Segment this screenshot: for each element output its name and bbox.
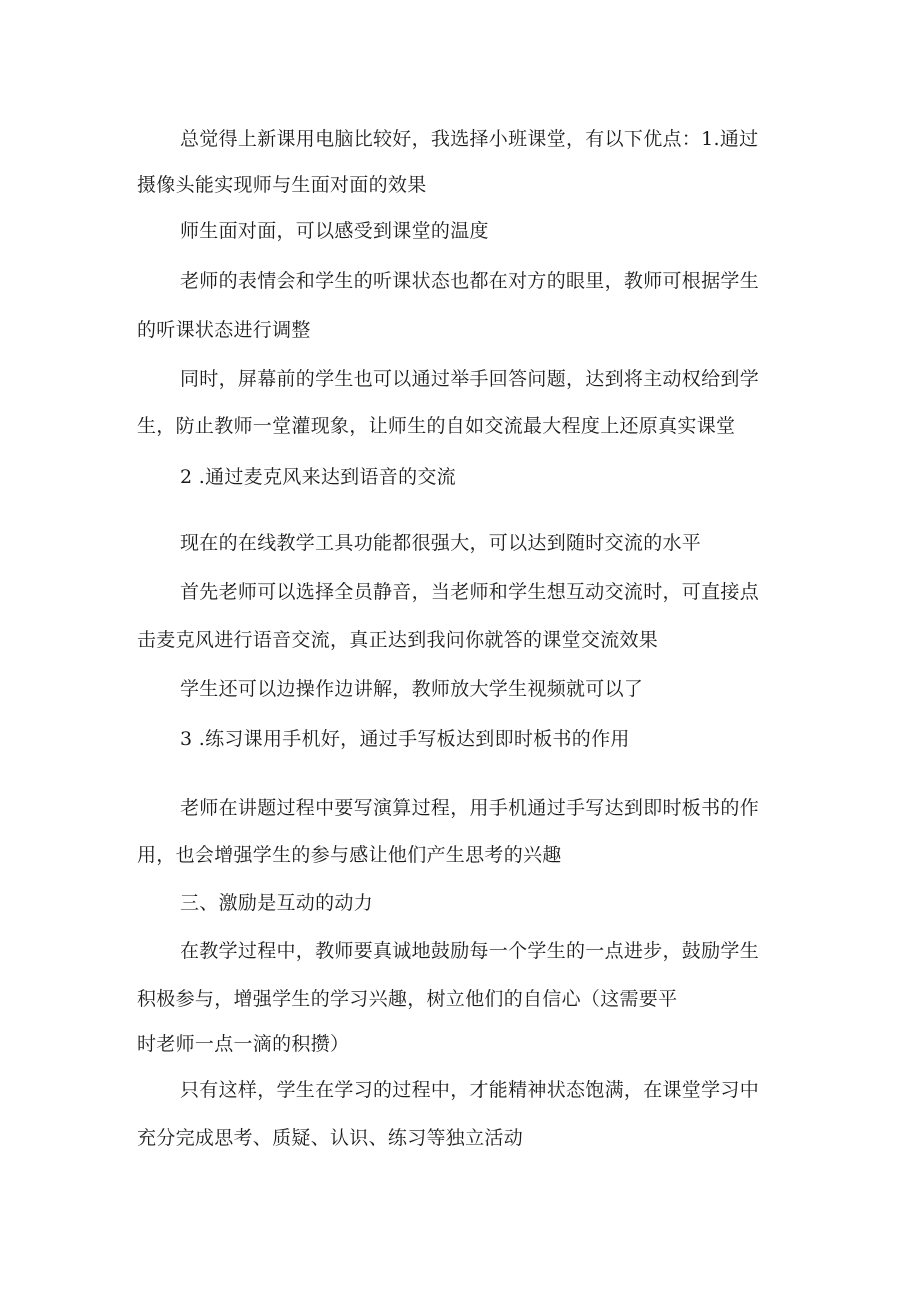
- paragraph-line: 学生还可以边操作边讲解，教师放大学生视频就可以了: [180, 678, 644, 700]
- paragraph-line: 充分完成思考、质疑、认识、练习等独立活动: [137, 1127, 524, 1149]
- paragraph-line: 积极参与，增强学生的学习兴趣，树立他们的自信心（这需要平: [137, 988, 678, 1010]
- section-heading: 三、激励是互动的动力: [180, 892, 374, 914]
- paragraph-line: 用，也会增强学生的参与感让他们产生思考的兴趣: [137, 844, 562, 866]
- paragraph-line: 只有这样，学生在学习的过程中，才能精神状态饱满，在课堂学习中: [180, 1079, 760, 1101]
- paragraph-line: 的听课状态进行调整: [137, 319, 311, 341]
- paragraph-line: 生，防止教师一堂灌现象，让师生的自如交流最大程度上还原真实课堂: [137, 415, 736, 437]
- paragraph-line: 总觉得上新课用电脑比较好，我选择小班课堂，有以下优点：1.通过: [180, 128, 759, 150]
- paragraph-line: 现在的在线教学工具功能都很强大，可以达到随时交流的水平: [180, 532, 702, 554]
- paragraph-line: 首先老师可以选择全员静音，当老师和学生想互动交流时，可直接点: [180, 581, 760, 603]
- paragraph-line: 老师的表情会和学生的听课状态也都在对方的眼里，教师可根据学生: [180, 270, 760, 292]
- paragraph-line: 击麦克风进行语音交流，真正达到我问你就答的课堂交流效果: [137, 629, 659, 651]
- numbered-heading: 2 .通过麦克风来达到语音的交流: [180, 466, 456, 488]
- paragraph-line: 同时，屏幕前的学生也可以通过举手回答问题，达到将主动权给到学: [180, 368, 760, 390]
- paragraph-line: 老师在讲题过程中要写演算过程，用手机通过手写达到即时板书的作: [180, 797, 760, 819]
- paragraph-line: 时老师一点一滴的积攒）: [137, 1033, 350, 1055]
- numbered-heading: 3 .练习课用手机好，通过手写板达到即时板书的作用: [180, 728, 630, 750]
- paragraph-line: 摄像头能实现师与生面对面的效果: [137, 174, 427, 196]
- paragraph-line: 师生面对面，可以感受到课堂的温度: [180, 220, 489, 242]
- paragraph-line: 在教学过程中，教师要真诚地鼓励每一个学生的一点进步，鼓励学生: [180, 940, 760, 962]
